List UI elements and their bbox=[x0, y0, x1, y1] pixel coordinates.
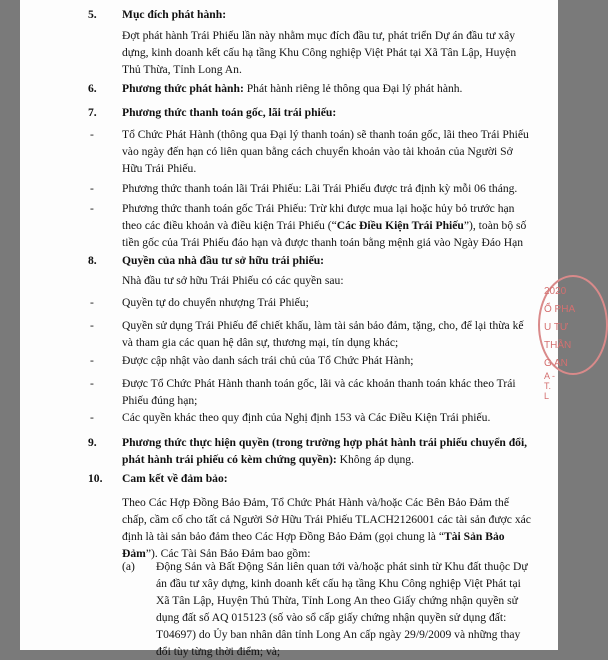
text-line: Phương thức thanh toán lãi Trái Phiếu: Lãi Trái Phiếu được trả định kỳ mỗi 06 tháng. bbox=[122, 182, 518, 195]
section-number: 5. bbox=[88, 8, 97, 21]
text-line: Theo Các Hợp Đồng Bảo Đảm, Tổ Chức Phát Hành và/hoặc Các Bên Bảo Đảm thế bbox=[122, 496, 509, 509]
section-title: Phương thức phát hành: bbox=[122, 82, 244, 95]
text-line: Động Sản và Bất Động Sản liên quan tới và/hoặc phát sinh từ Khu đất thuộc Dự bbox=[156, 560, 528, 573]
text-line: dựng, kinh doanh kết cấu hạ tầng Khu Công nghiệp Việt Phát tại Xã Tân Lập, Huyện bbox=[122, 46, 517, 59]
section-title: Quyền của nhà đầu tư sở hữu trái phiếu: bbox=[122, 254, 325, 267]
sub-item-label: (a) bbox=[122, 560, 135, 573]
section-5-text bbox=[122, 27, 536, 78]
text-line: và tham gia các quan hệ dân sự, thương mại, tín dụng khác; bbox=[122, 336, 399, 349]
text-line: vào ngày đến hạn có liên quan bằng cách chuyển khoản vào tài khoản của Người Sở bbox=[122, 145, 513, 158]
section-title: Phương thức thanh toán gốc, lãi trái phiếu: bbox=[122, 106, 337, 119]
section-text: Không áp dụng. bbox=[336, 453, 415, 466]
section-text: Phát hành riêng lẻ thông qua Đại lý phát hành. bbox=[243, 82, 463, 95]
text-line: Phương thức thanh toán gốc Trái Phiếu: Trừ khi được mua lại hoặc hủy bỏ trước hạn bbox=[122, 202, 515, 215]
text-line: chấp, cầm cố cho tất cả Người Sở Hữu Trái Phiếu TLACH2126001 các tài sản được xác bbox=[122, 513, 531, 526]
document-page: 5. Mục đích phát hành: Đợt phát hành Trái Phiếu lần này nhằm mục đích đầu tư, phát triển Dự án đầu tư xây dựng, kinh doanh kết cấu hạ tầng Khu Công nghiệp Việt Phát tại Xã Tân Lập, Huyện Thủ Thừa, Tỉnh Long An. 6. Phương thức phát hành: Phát hành riêng lẻ thông qua Đại lý phát hành. 7. Phương thức thanh toán gốc, lãi trái phiếu: - Tổ Chức Phát Hành (thông qua Đại lý thanh toán) sẽ thanh toán gốc, lãi theo Trái Phiếu vào ngày đến hạn có liên quan bằng cách chuyển khoản vào tài khoản của Người Sở Hữu Trái Phiếu. - Phương thức thanh toán lãi Trái Phiếu: Lãi Trái Phiếu được trả định kỳ mỗi 06 tháng. - Phương thức thanh toán gốc Trái Phiếu: Trừ khi được mua lại hoặc hủy bỏ trước hạn theo các điều khoản và điều kiện Trái Phiếu (“Các Điều Kiện Trái Phiếu”), toàn bộ số tiền gốc của Trái Phiếu đáo hạn và được thanh toán bằng mệnh giá vào Ngày Đáo Hạn 8. Quyền của nhà đầu tư sở hữu trái phiếu: Nhà đầu tư sở hữu Trái Phiếu có các quyền sau: - Quyền tự do chuyển nhượng Trái Phiếu; - Quyền sử dụng Trái Phiếu để chiết khấu, làm tài sản bảo đảm, tặng, cho, để lại thừa kế và tham gia các quan hệ dân sự, thương mại, tín dụng khác; - Được cập nhật vào danh sách trái chủ của Tổ Chức Phát Hành; - Được Tổ Chức Phát Hành thanh toán gốc, lãi và các khoản thanh toán khác theo Trái Phiếu đúng hạn; - Các quyền khác theo quy định của Nghị định 153 và Các Điều Kiện Trái phiếu. 9. Phương thức thực hiện quyền (trong trường hợp phát hành trái phiếu chuyển đổi, phát hành trái phiếu có kèm chứng quyền): Không áp dụng. 10. Cam kết về đảm bảo: Theo Các Hợp Đồng Bảo Đảm, Tổ Chức Phát Hành và/hoặc Các Bên Bảo Đảm thế chấp, cầm cố cho tất cả Người Sở Hữu Trái Phiếu TLACH2126001 các tài sản được xác định là tài sản bảo đảm theo Các Hợp Đồng Bảo Đảm (gọi chung là “Tài Sản Bảo Đảm”). Các Tài Sản Bảo Đảm bao gồm: (a) Động Sản và Bất Động Sản liên quan tới và/hoặc phát sinh từ Khu đất thuộc Dự án đầu tư xây dựng, kinh doanh kết cấu hạ tầng Khu Công nghiệp Việt Phát tại Xã Tân Lập, Huyện Thủ Thừa, Tỉnh Long An theo Giấy chứng nhận quyền sử dụng đất số AQ 015123 (số vào sổ cấp giấy chứng nhận quyền sử dụng đất: T04697) do Ủy ban nhân dân tỉnh Long An cấp ngày 29/9/2009 và những thay đổi tùy từng thời điểm; và; 2020 Ổ PHA U TƯ THẦN G AN A - T. L bbox=[20, 0, 558, 650]
text-line: Hữu Trái Phiếu. bbox=[122, 162, 197, 175]
section-title: Cam kết về đảm bảo: bbox=[122, 472, 228, 485]
section-heading bbox=[122, 80, 462, 97]
text-line: Đợt phát hành Trái Phiếu lần này nhằm mục đích đầu tư, phát triển Dự án đầu tư xây bbox=[122, 29, 516, 42]
text-line: án đầu tư xây dựng, kinh doanh kết cấu hạ tầng Khu Công nghiệp Việt Phát tại bbox=[156, 577, 521, 590]
section-title: Phương thức thực hiện quyền (trong trường hợp phát hành trái phiếu chuyển đổi, bbox=[122, 436, 528, 449]
section-number: 10. bbox=[88, 472, 103, 485]
company-stamp: 2020 Ổ PHA U TƯ THẦN G AN bbox=[538, 275, 608, 375]
text-line: Đảm”). Các Tài Sản Bảo Đảm bao gồm: bbox=[122, 547, 311, 560]
defined-term: Các Điều Kiện Trái Phiếu bbox=[336, 219, 464, 232]
stamp-footer: A - T. L bbox=[544, 371, 556, 401]
text-line: Thủ Thừa, Tỉnh Long An. bbox=[122, 63, 242, 76]
section-title: Mục đích phát hành: bbox=[122, 8, 227, 21]
text-line: định là tài sản bảo đảm theo Các Hợp Đồng Bảo Đảm (gọi chung là “Tài Sản Bảo bbox=[122, 530, 505, 543]
section-title: phát hành trái phiếu có kèm chứng quyền): Không áp dụng. bbox=[122, 453, 415, 466]
text-line: Quyền sử dụng Trái Phiếu để chiết khấu, làm tài sản bảo đảm, tặng, cho, để lại thừa kế bbox=[122, 319, 524, 332]
text-line: Xã Tân Lập, Huyện Thủ Thừa, Tỉnh Long An theo Giấy chứng nhận quyền sử bbox=[156, 594, 518, 607]
section-number: 9. bbox=[88, 436, 97, 449]
text-line: dụng đất số AQ 015123 (số vào sổ cấp giấy chứng nhận quyền sử dụng đất: bbox=[156, 611, 507, 624]
section-number: 6. bbox=[88, 82, 97, 95]
text-line: T04697) do Ủy ban nhân dân tỉnh Long An cấp ngày 29/9/2009 và những thay bbox=[156, 628, 521, 641]
section-number: 8. bbox=[88, 254, 97, 267]
defined-term: Tài Sản Bảo bbox=[443, 530, 505, 543]
text-line: Tổ Chức Phát Hành (thông qua Đại lý thanh toán) sẽ thanh toán gốc, lãi theo Trái Phiếu bbox=[122, 128, 529, 141]
text-line: theo các điều khoản và điều kiện Trái Phiếu (“Các Điều Kiện Trái Phiếu”), toàn bộ số bbox=[122, 219, 527, 232]
text-line: đổi tùy từng thời điểm; và; bbox=[156, 645, 281, 658]
section-number: 7. bbox=[88, 106, 97, 119]
text-line: Được Tổ Chức Phát Hành thanh toán gốc, lãi và các khoản thanh toán khác theo Trái bbox=[122, 377, 516, 390]
text-line: tiền gốc của Trái Phiếu đáo hạn và được thanh toán bằng mệnh giá vào Ngày Đáo Hạn bbox=[122, 236, 524, 249]
text-line: Phiếu đúng hạn; bbox=[122, 394, 198, 407]
defined-term: Đảm bbox=[122, 547, 146, 560]
